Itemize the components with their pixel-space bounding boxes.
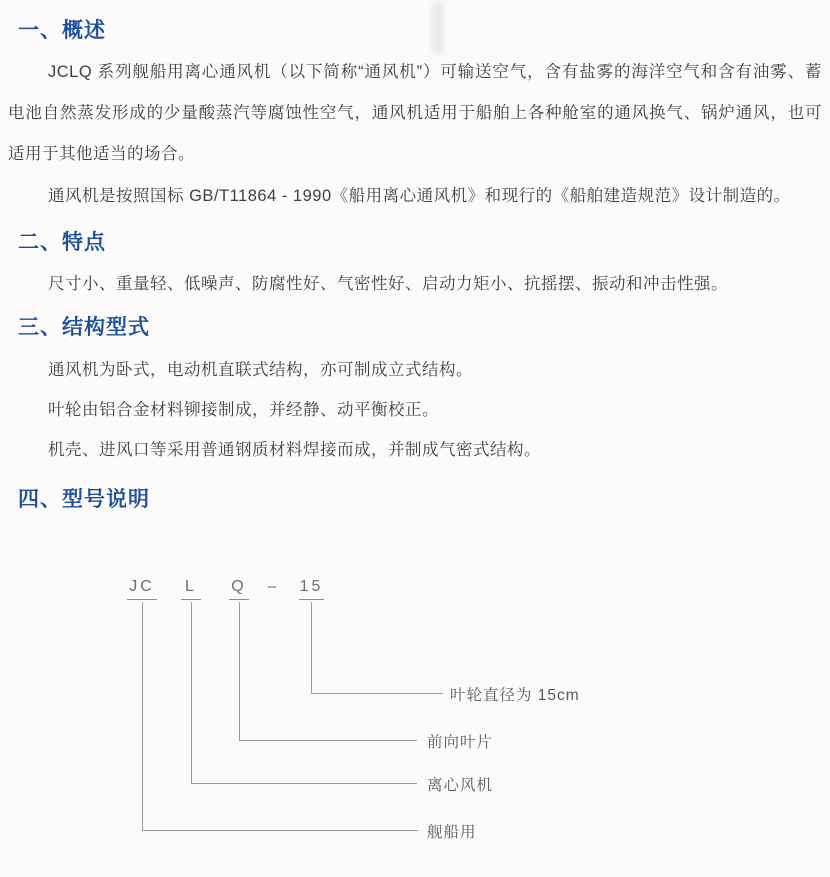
connector-line-l-horizontal (191, 783, 417, 784)
section-heading-features: 二、特点 (18, 231, 106, 254)
structure-paragraph-1: 通风机为卧式，电动机直联式结构，亦可制成立式结构。 (48, 361, 473, 379)
scan-artifact (431, 2, 444, 54)
label-impeller-diameter: 叶轮直径为 15cm (450, 687, 580, 704)
model-code-15: 15 (299, 578, 324, 600)
model-code-q: Q (229, 578, 249, 600)
model-code-l: L (181, 578, 201, 600)
structure-paragraph-2: 叶轮由铝合金材料铆接制成，并经静、动平衡校正。 (48, 401, 439, 419)
connector-line-q-vertical (239, 602, 240, 740)
connector-line-l-vertical (191, 602, 192, 783)
standard-reference-paragraph: 通风机是按照国标 GB/T11864 - 1990《船用离心通风机》和现行的《船舶建造规范》设计制造的。 (48, 187, 791, 205)
label-centrifugal-fan: 离心风机 (427, 777, 494, 794)
connector-line-jc-horizontal (142, 830, 418, 831)
connector-line-q-horizontal (239, 740, 417, 741)
label-forward-blade: 前向叶片 (427, 734, 494, 751)
label-ship-use: 舰船用 (427, 824, 477, 841)
structure-paragraph-3: 机壳、进风口等采用普通钢质材料焊接而成，并制成气密式结构。 (48, 441, 541, 459)
section-heading-model: 四、型号说明 (18, 488, 150, 511)
connector-line-jc-vertical (142, 602, 143, 830)
section-heading-overview: 一、概述 (18, 19, 106, 42)
section-heading-structure: 三、结构型式 (18, 316, 150, 339)
connector-line-15-horizontal (311, 693, 443, 694)
features-paragraph: 尺寸小、重量轻、低噪声、防腐性好、气密性好、启动力矩小、抗摇摆、振动和冲击性强。 (48, 275, 728, 293)
connector-line-15-vertical (311, 602, 312, 693)
overview-paragraph: JCLQ 系列舰船用离心通风机（以下简称“通风机”）可输送空气，含有盐雾的海洋空气和含有油雾、蓄电池自然蒸发形成的少量酸蒸汽等腐蚀性空气，通风机适用于船舶上各种舱室的通风换气、锅炉通风，也可适用于其他适当的场合。 (8, 63, 822, 163)
model-code-jc: JC (127, 578, 157, 600)
model-code-dash: – (267, 578, 277, 595)
